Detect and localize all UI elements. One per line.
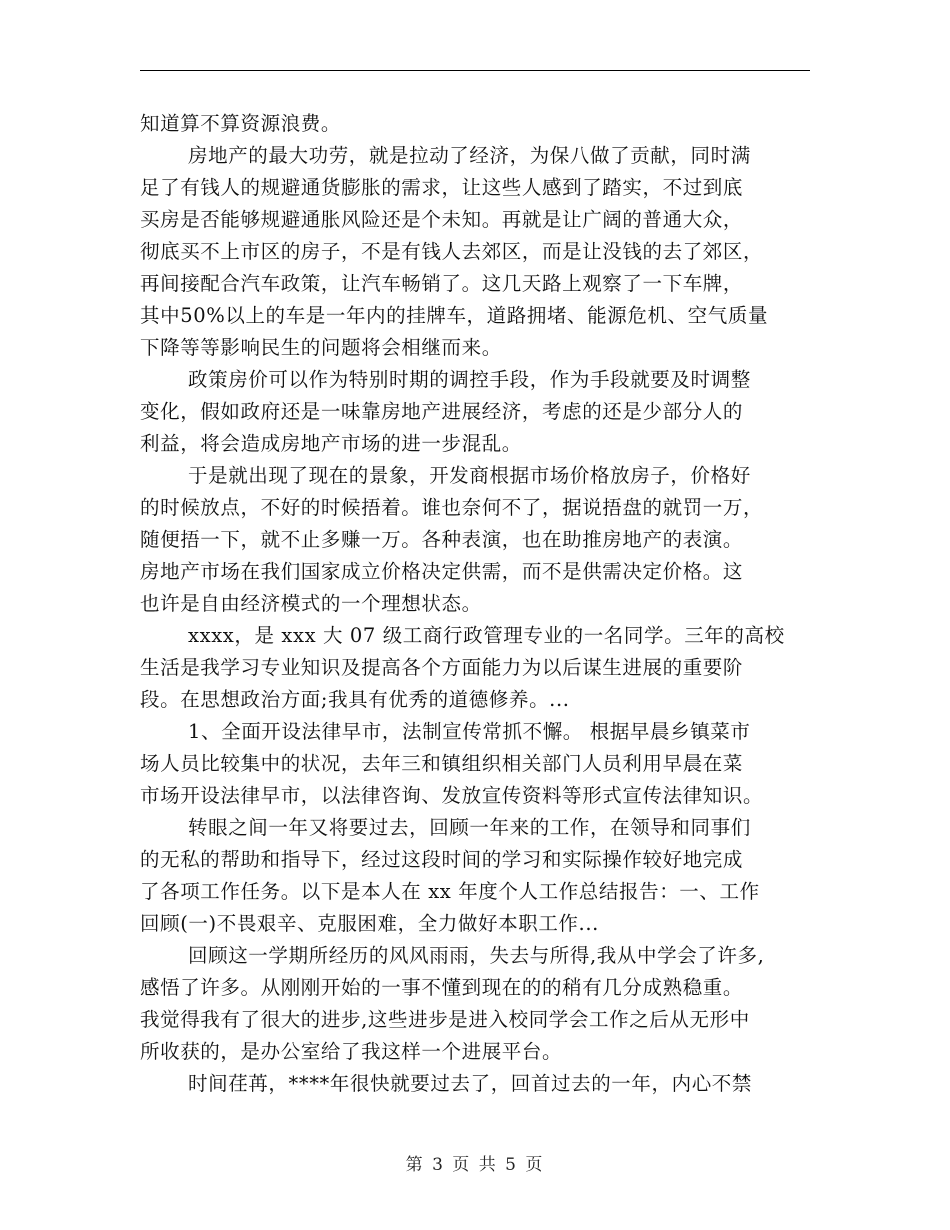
document-body	[140, 108, 815, 1100]
text-line: 利益，将会造成房地产市场的进一步混乱。	[140, 432, 522, 455]
text-line: 政策房价可以作为特别时期的调控手段，作为手段就要及时调整	[188, 368, 751, 391]
text-line: 随便捂一下，就不止多赚一万。各种表演，也在助推房地产的表演。	[140, 528, 744, 551]
text-line: 场人员比较集中的状况，去年三和镇组织相关部门人员利用早晨在菜	[140, 752, 744, 775]
text-line: 1、全面开设法律早市，法制宣传常抓不懈。 根据早晨乡镇菜市	[188, 720, 751, 743]
text-line: 其中50%以上的车是一年内的挂牌车，道路拥堵、能源危机、空气质量	[140, 304, 769, 327]
text-line: 知道算不算资源浪费。	[140, 112, 342, 135]
text-line: 段。在思想政治方面;我具有优秀的道德修养。...	[140, 688, 570, 711]
text-line: 市场开设法律早市，以法律咨询、发放宣传资料等形式宣传法律知识。	[140, 784, 764, 807]
text-line: 感悟了许多。从刚刚开始的一事不懂到现在的的稍有几分成熟稳重。	[140, 976, 744, 999]
text-line: 我觉得我有了很大的进步,这些进步是进入校同学会工作之后从无形中	[140, 1008, 750, 1031]
text-line: 再间接配合汽车政策，让汽车畅销了。这几天路上观察了一下车牌，	[140, 272, 744, 295]
text-line: 也许是自由经济模式的一个理想状态。	[140, 592, 482, 615]
text-line: 房地产市场在我们国家成立价格决定供需，而不是供需决定价格。这	[140, 560, 744, 583]
text-line: 了各项工作任务。以下是本人在 xx 年度个人工作总结报告：一、工作	[140, 880, 760, 903]
text-line: 回顾(一)不畏艰辛、克服困难，全力做好本职工作...	[140, 912, 599, 935]
text-line: 所收获的，是办公室给了我这样一个进展平台。	[140, 1040, 563, 1063]
page-footer: 第 3 页 共 5 页	[405, 1155, 545, 1175]
text-line: xxxx，是 xxx 大 07 级工商行政管理专业的一名同学。三年的高校	[188, 624, 785, 647]
text-line: 转眼之间一年又将要过去，回顾一年来的工作，在领导和同事们	[188, 816, 751, 839]
text-line: 买房是否能够规避通胀风险还是个未知。再就是让广阔的普通大众，	[140, 208, 744, 231]
text-line: 时间荏苒，****年很快就要过去了，回首过去的一年，内心不禁	[188, 1072, 753, 1095]
text-line: 的时候放点，不好的时候捂着。谁也奈何不了，据说捂盘的就罚一万，	[140, 496, 764, 519]
text-line: 房地产的最大功劳，就是拉动了经济，为保八做了贡献，同时满	[188, 144, 751, 167]
text-line: 生活是我学习专业知识及提高各个方面能力为以后谋生进展的重要阶	[140, 656, 744, 679]
header-rule	[140, 70, 810, 71]
text-line: 的无私的帮助和指导下，经过这段时间的学习和实际操作较好地完成	[140, 848, 744, 871]
text-line: 于是就出现了现在的景象，开发商根据市场价格放房子，价格好	[188, 464, 751, 487]
text-line: 回顾这一学期所经历的风风雨雨，失去与所得,我从中学会了许多,	[188, 944, 765, 967]
text-line: 变化，假如政府还是一味靠房地产进展经济，考虑的还是少部分人的	[140, 400, 744, 423]
text-line: 足了有钱人的规避通货膨胀的需求，让这些人感到了踏实，不过到底	[140, 176, 744, 199]
text-line: 彻底买不上市区的房子，不是有钱人去郊区，而是让没钱的去了郊区，	[140, 240, 764, 263]
text-line: 下降等等影响民生的问题将会相继而来。	[140, 336, 502, 359]
